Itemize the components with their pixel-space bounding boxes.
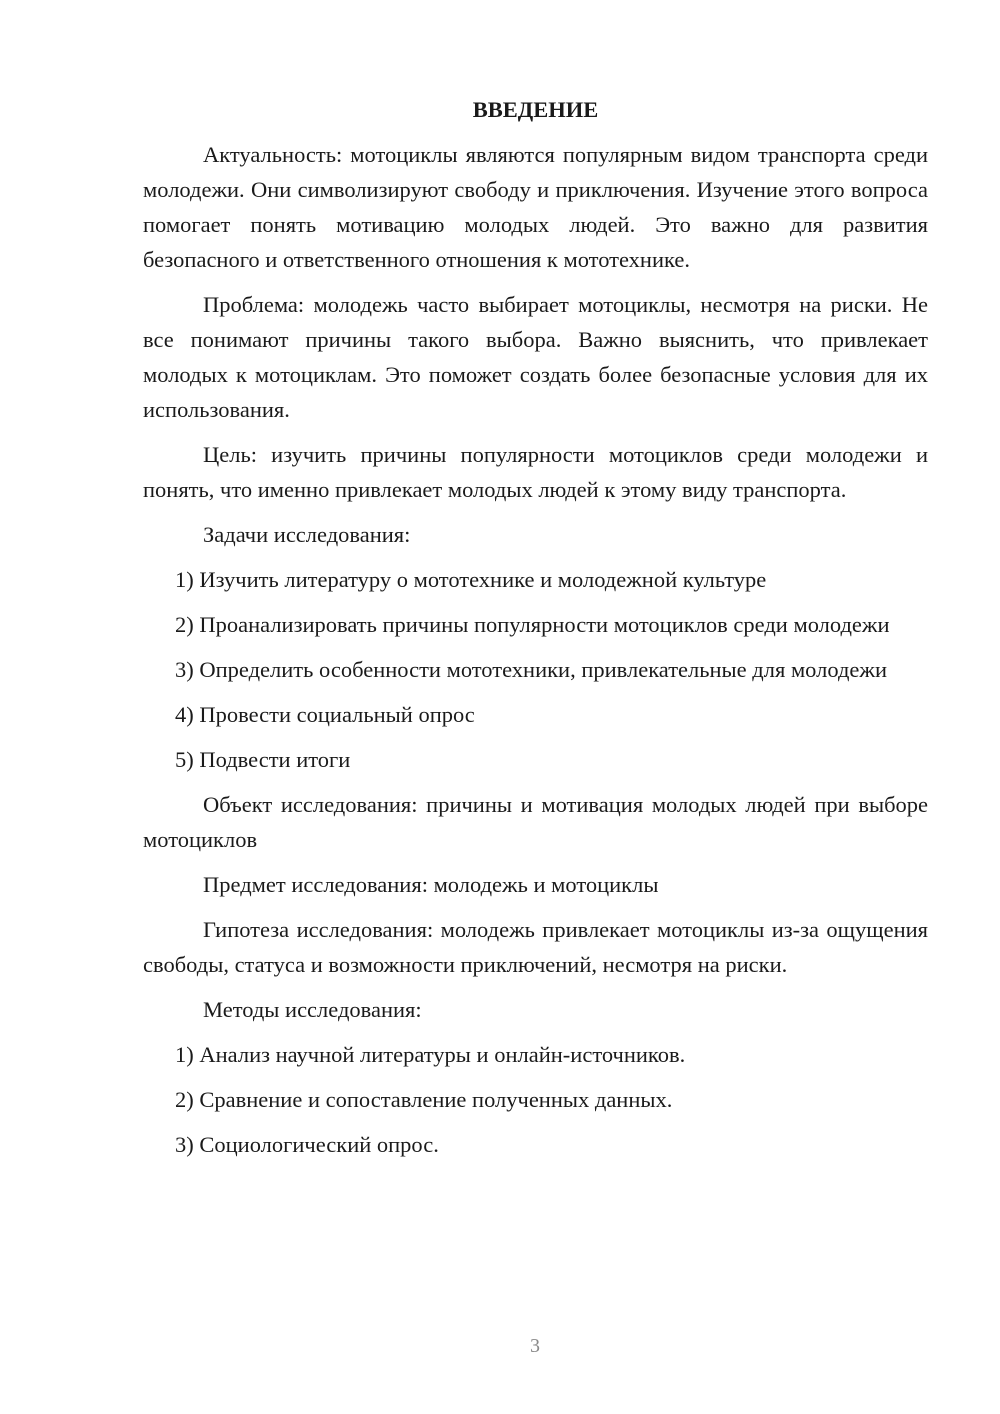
subject-paragraph: Предмет исследования: молодежь и мотоциклы (203, 872, 659, 897)
method-item: 3) Социологический опрос. (175, 1132, 439, 1157)
relevance-paragraph: Актуальность: мотоциклы являются популярным видом транспорта среди молодежи. Они символизируют свободу и приключения. Изучение этого вопроса помогает понять мотивацию молодых людей. Это важно для развития безопасного и ответственного отношения к мототехнике. (143, 142, 928, 272)
document-page (143, 92, 928, 1172)
tasks-title: Задачи исследования: (203, 522, 411, 547)
task-item: 2) Проанализировать причины популярности мотоциклов среди молодежи (175, 612, 890, 637)
problem-paragraph: Проблема: молодежь часто выбирает мотоциклы, несмотря на риски. Не все понимают причины такого выбора. Важно выяснить, что привлекает молодых к мотоциклам. Это поможет создать более безопасные условия для их использования. (143, 292, 928, 422)
method-item: 1) Анализ научной литературы и онлайн-источников. (175, 1042, 686, 1067)
object-paragraph: Объект исследования: причины и мотивация молодых людей при выборе мотоциклов (143, 792, 928, 852)
task-item: 1) Изучить литературу о мототехнике и молодежной культуре (175, 567, 767, 592)
task-item: 5) Подвести итоги (175, 747, 351, 772)
page-number: 3 (530, 1335, 540, 1357)
hypothesis-paragraph: Гипотеза исследования: молодежь привлекает мотоциклы из-за ощущения свободы, статуса и возможности приключений, несмотря на риски. (143, 917, 928, 977)
task-item: 4) Провести социальный опрос (175, 702, 475, 727)
section-heading: ВВЕДЕНИЕ (472, 97, 599, 122)
goal-paragraph: Цель: изучить причины популярности мотоциклов среди молодежи и понять, что именно привлекает молодых людей к этому виду транспорта. (143, 442, 928, 502)
task-item: 3) Определить особенности мототехники, привлекательные для молодежи (175, 657, 887, 682)
method-item: 2) Сравнение и сопоставление полученных данных. (175, 1087, 673, 1112)
methods-title: Методы исследования: (203, 997, 422, 1022)
